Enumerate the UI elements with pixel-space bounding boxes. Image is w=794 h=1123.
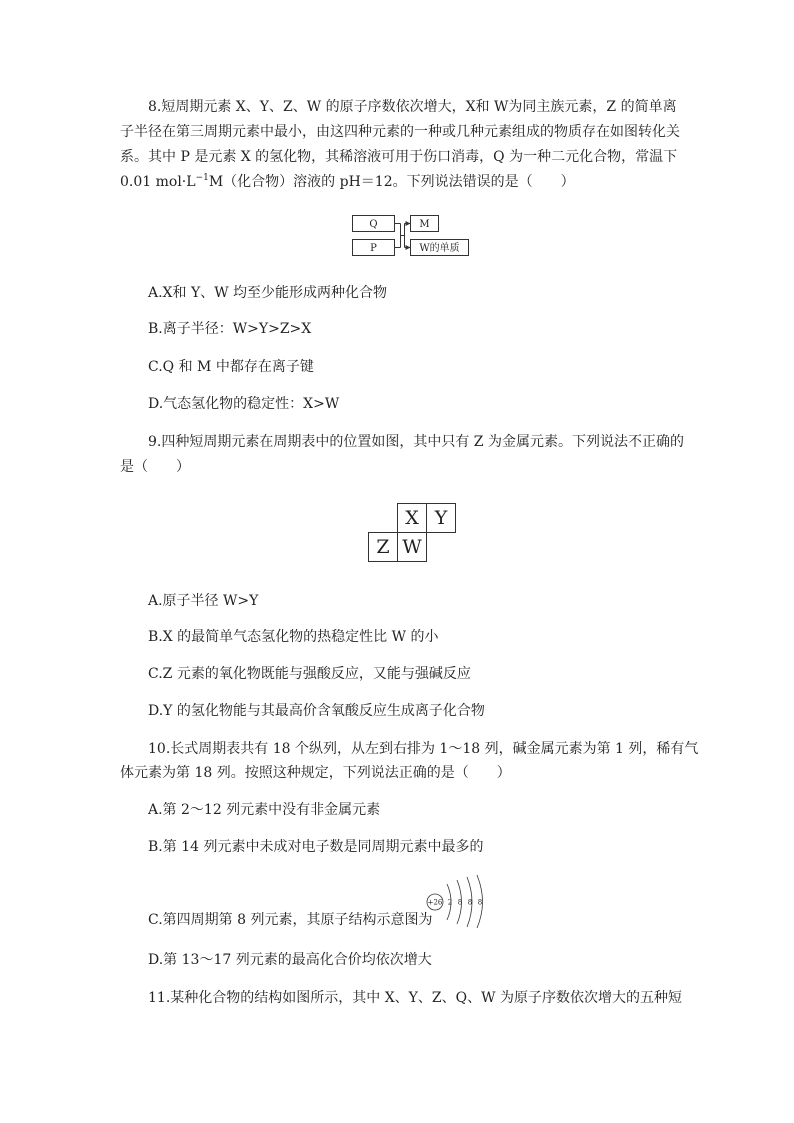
cell-x: X (397, 503, 427, 533)
m-label: M (419, 219, 430, 230)
q9-stem-line-2: 是（ ） (120, 459, 190, 475)
q9-option-d: D.Y 的氢化物能与其最高价含氧酸反应生成离子化合物 (148, 703, 485, 719)
q10-option-b: B.第 14 列元素中未成对电子数是同周期元素中最多的 (148, 839, 484, 855)
shell-electrons-1: 2 (447, 898, 453, 907)
q8-stem-line-4 (120, 172, 575, 192)
q9-stem-line-1: 9.四种短周期元素在周期表中的位置如图，其中只有 Z 为金属元素。下列说法不正确的 (148, 434, 684, 450)
atom-structure-diagram (420, 872, 490, 928)
q9-periodic-table-fragment (368, 503, 457, 562)
q9-option-b: B.X 的最简单气态氢化物的热稳定性比 W 的小 (148, 629, 439, 645)
q8-stem-line-2: 子半径在第三周期元素中最小，由这四种元素的一种或几种元素组成的物质存在如图转化关 (120, 124, 680, 140)
q8-stem-superscript: −1 (195, 173, 209, 183)
q8-option-b: B.离子半径：W>Y>Z>X (148, 321, 312, 337)
cell-w: W (397, 532, 427, 562)
cell-y: Y (426, 503, 456, 533)
q10-stem-line-1: 10.长式周期表共有 18 个纵列，从左到右排为 1～18 列，碱金属元素为第 1 列，稀有气 (148, 741, 699, 757)
nucleus-charge: +26 (427, 898, 443, 907)
shell-electrons-2: 8 (457, 898, 463, 907)
q10-option-c: C.第四周期第 8 列元素，其原子结构示意图为 (148, 912, 433, 928)
q-label: Q (369, 219, 378, 230)
q8-option-c: C.Q 和 M 中都存在离子键 (148, 359, 314, 375)
q8-stem-line-3: 系。其中 P 是元素 X 的氢化物，其稀溶液可用于伤口消毒，Q 为一种二元化合物，常温下 (120, 149, 678, 165)
q8-stem-line-4-pre: 0.01 mol·L (120, 174, 196, 190)
q8-stem-line-1: 8.短周期元素 X、Y、Z、W 的原子序数依次增大，X和 W为同主族元素，Z 的简单离 (148, 99, 677, 115)
q10-stem-line-2: 体元素为第 18 列。按照这种规定，下列说法正确的是（ ） (120, 765, 511, 781)
q8-conversion-diagram (345, 210, 475, 260)
cell-z: Z (368, 532, 398, 562)
q8-option-a: A.X和 Y、W 均至少能形成两种化合物 (148, 285, 388, 301)
q8-option-d: D.气态氢化物的稳定性：X>W (148, 396, 340, 412)
diagram-connectors (395, 224, 411, 248)
q9-option-c: C.Z 元素的氧化物既能与强酸反应，又能与强碱反应 (148, 666, 471, 682)
p-label: P (370, 243, 377, 254)
q8-stem-line-4-post: M（化合物）溶液的 pH＝12。下列说法错误的是（ ） (208, 174, 575, 190)
shell-electrons-4: 8 (477, 898, 483, 907)
shell-electrons-3: 8 (467, 898, 473, 907)
q10-option-a: A.第 2～12 列元素中没有非金属元素 (148, 802, 381, 818)
q9-option-a: A.原子半径 W>Y (148, 593, 259, 609)
q11-stem-line-1: 11.某种化合物的结构如图所示，其中 X、Y、Z、Q、W 为原子序数依次增大的五种短 (148, 990, 682, 1006)
q10-option-d: D.第 13～17 列元素的最高化合价均依次增大 (148, 952, 432, 968)
w-element-label: W的单质 (419, 243, 460, 254)
